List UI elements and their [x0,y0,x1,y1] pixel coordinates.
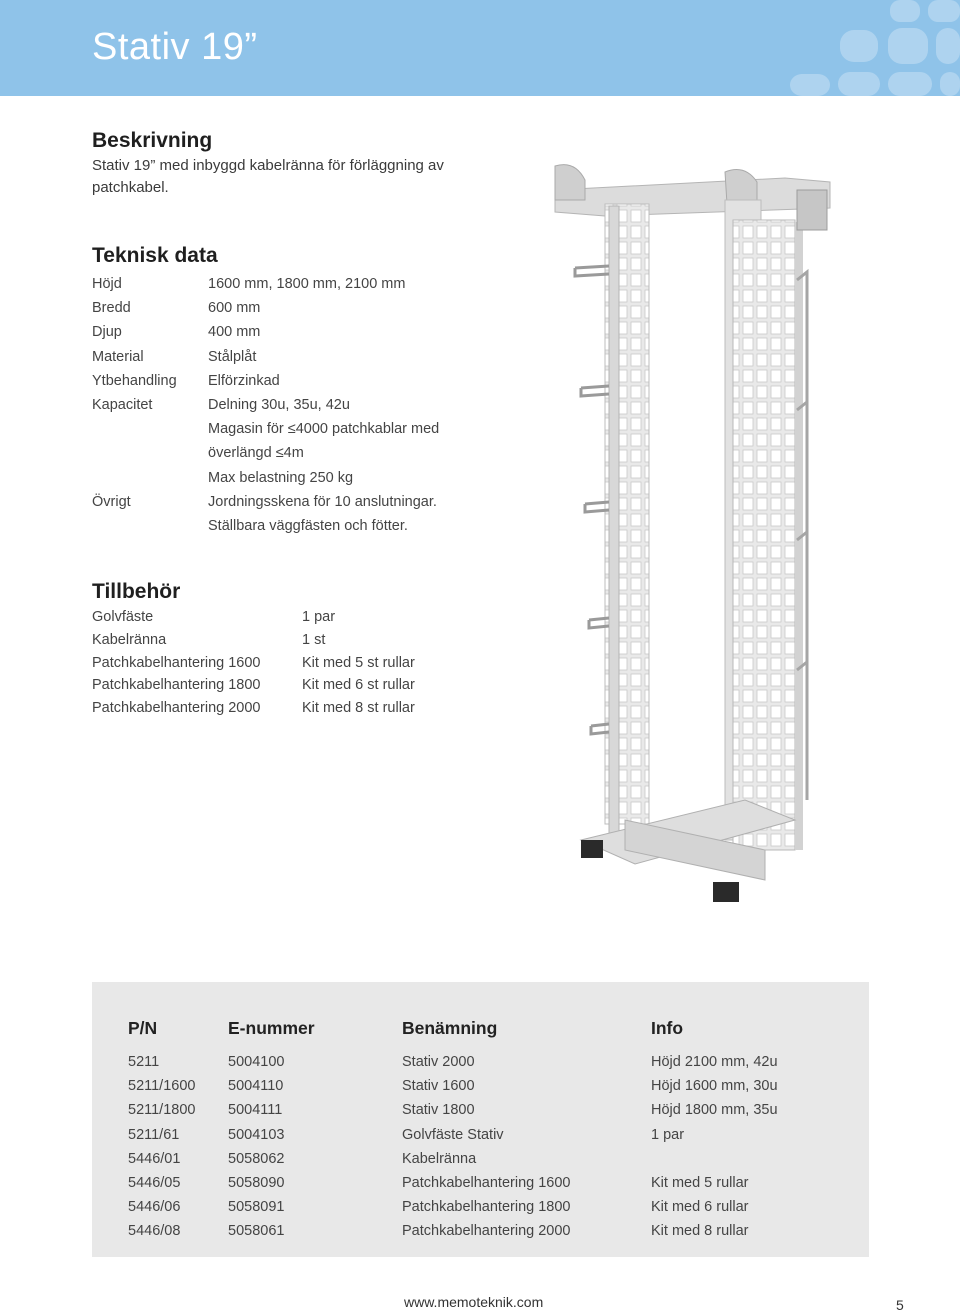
spec-value: Max belastning 250 kg [208,469,354,486]
page-number: 5 [896,1297,904,1313]
spec-key: Kapacitet [92,397,153,414]
spec-key [92,466,208,490]
cell-benamning: Golvfäste Stativ [402,1126,504,1143]
accessory-name: Kabelränna [92,631,167,648]
cell-pn: 5211/61 [128,1126,180,1143]
accessory-row [92,652,415,675]
spec-value: Elförzinkad [208,372,280,389]
col-header-enummer: E-nummer [228,1018,315,1038]
accessory-qty: 1 par [302,609,336,625]
spec-key: Djup [92,324,122,341]
cell-info: Kit med 6 rullar [651,1199,749,1216]
accessory-name: Golvfäste [92,609,154,625]
cell-pn: 5211/1800 [128,1102,196,1119]
spec-key [92,441,208,465]
spec-value: 600 mm [208,300,261,317]
table-row [128,1098,831,1122]
description-heading: Beskrivning [92,129,213,152]
col-header-benamning: Benämning [402,1018,498,1038]
cell-benamning: Patchkabelhantering 1800 [402,1199,571,1216]
accessory-name: Patchkabelhantering 1600 [92,654,261,671]
spec-value: överlängd ≤4m [208,445,304,462]
cell-benamning: Stativ 1600 [402,1078,475,1095]
table-row [128,1050,831,1074]
accessories-heading: Tillbehör [92,580,181,603]
spec-key: Ytbehandling [92,372,177,389]
cell-benamning: Patchkabelhantering 2000 [402,1223,571,1240]
cell-benamning: Stativ 2000 [402,1054,475,1070]
cell-benamning: Kabelränna [402,1150,477,1167]
cell-enummer: 5004111 [228,1102,283,1119]
cell-pn: 5211 [128,1054,160,1070]
rack-product-image [545,160,835,910]
cell-info: 1 par [651,1126,685,1143]
description-line: patchkabel. [92,179,169,196]
spec-value: Jordningsskena för 10 anslutningar. [208,493,437,510]
accessory-qty: Kit med 5 st rullar [302,654,415,671]
cell-pn: 5446/06 [128,1199,181,1216]
cell-enummer: 5058062 [228,1150,285,1167]
accessory-row [92,629,415,652]
spec-row [92,320,492,344]
cell-info: Höjd 2100 mm, 42u [651,1054,778,1070]
cell-benamning: Stativ 1800 [402,1102,475,1119]
accessory-name: Patchkabelhantering 2000 [92,700,261,717]
spec-key: Bredd [92,300,131,317]
cell-benamning: Patchkabelhantering 1600 [402,1174,571,1191]
accessory-row [92,606,415,629]
table-row [128,1147,831,1171]
page-header [0,0,960,96]
accessory-qty: Kit med 6 st rullar [302,677,415,694]
tech-spec-list [92,272,492,538]
footer-url[interactable]: www.memoteknik.com [404,1294,544,1310]
description-text [92,155,444,199]
col-header-pn: P/N [128,1018,158,1038]
cell-info: Kit med 8 rullar [651,1223,749,1240]
tech-heading: Teknisk data [92,244,218,267]
cell-pn: 5211/1600 [128,1078,196,1095]
spec-row [92,345,492,369]
spec-row [92,369,492,393]
cell-info: Kit med 5 rullar [651,1174,749,1191]
accessory-row [92,697,415,720]
spec-value: 1600 mm, 1800 mm, 2100 mm [208,276,406,292]
cell-info: Höjd 1600 mm, 30u [651,1078,778,1095]
accessories-list [92,606,415,720]
description-line: Stativ 19” med inbyggd kabelränna för förläggning av [92,157,444,174]
spec-key [92,417,208,441]
decorative-pattern-icon [640,0,960,96]
spec-key [92,514,208,538]
accessory-name: Patchkabelhantering 1800 [92,677,261,694]
spec-row [92,296,492,320]
cell-enummer: 5004100 [228,1054,285,1070]
accessory-qty: 1 st [302,631,326,648]
table-header [128,1016,831,1040]
table-row [128,1123,831,1147]
cell-pn: 5446/05 [128,1174,181,1191]
cell-info: Höjd 1800 mm, 35u [651,1102,778,1119]
accessory-row [92,674,415,697]
spec-key: Material [92,348,144,365]
spec-row [92,514,492,538]
spec-row [92,393,492,417]
spec-value: Magasin för ≤4000 patchkablar med [208,421,440,438]
spec-value: 400 mm [208,324,261,341]
page-title: Stativ 19” [92,26,258,68]
cell-info [651,1147,831,1171]
table-body [128,1050,831,1244]
spec-row [92,490,492,514]
spec-row [92,466,492,490]
cell-enummer: 5058061 [228,1223,285,1240]
cell-pn: 5446/08 [128,1223,181,1240]
spec-key: Övrigt [92,493,131,510]
spec-value: Delning 30u, 35u, 42u [208,397,350,414]
cell-pn: 5446/01 [128,1150,181,1167]
cell-enummer: 5058090 [228,1174,285,1191]
table-header-row [128,1016,831,1040]
spec-value: Ställbara väggfästen och fötter. [208,518,408,535]
spec-value: Stålplåt [208,348,257,365]
table-row [128,1074,831,1098]
cell-enummer: 5004110 [228,1078,284,1095]
product-table [92,982,869,1257]
spec-key: Höjd [92,276,122,292]
table-row [128,1195,831,1219]
table-row [128,1219,831,1243]
col-header-info: Info [651,1018,684,1038]
table-row [128,1171,831,1195]
spec-row [92,417,492,441]
accessory-qty: Kit med 8 st rullar [302,700,415,717]
spec-row [92,441,492,465]
spec-row [92,272,492,296]
cell-enummer: 5058091 [228,1199,285,1216]
cell-enummer: 5004103 [228,1126,285,1143]
